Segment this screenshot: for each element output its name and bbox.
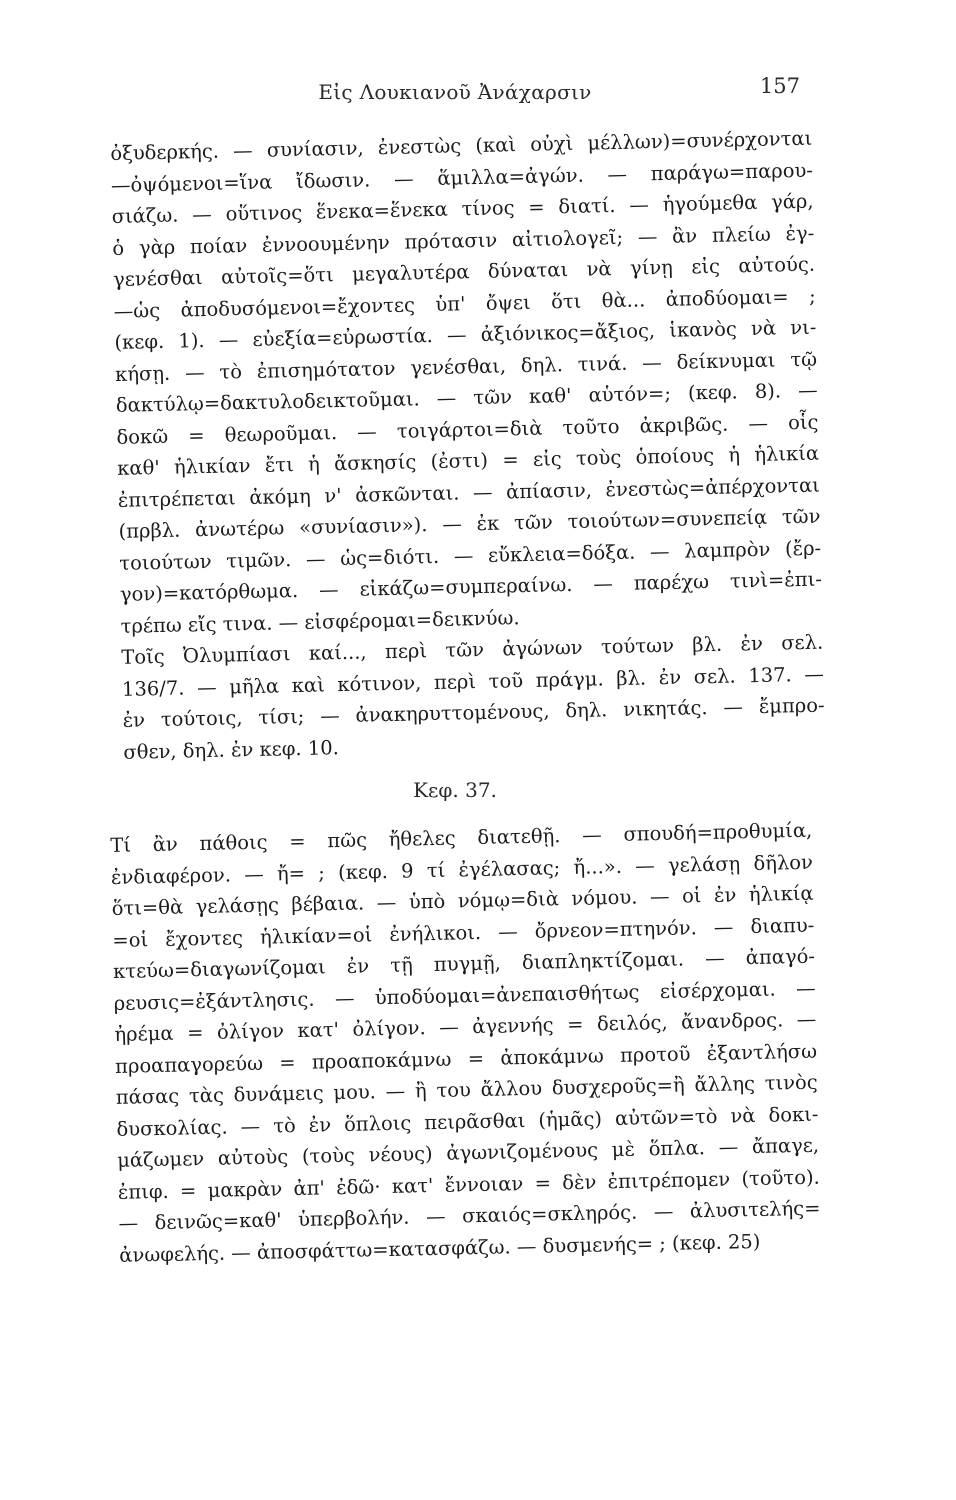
text-line: δακτύλῳ=δακτυλοδεικτοῦμαι. — τῶν καθ' αὑτόν=; (κεφ. 8). — bbox=[115, 378, 818, 417]
text-line: ὅτι=θὰ γελάσῃς βέβαια. — ὑπὸ νόμῳ=διὰ νόμου. — οἱ ἐν ἡλικίᾳ bbox=[111, 881, 814, 920]
text-line: (κεφ. 1). — εὐεξία=εὐρωστία. — ἀξιόνικος=ἄξιος, ἱκανὸς νὰ νι- bbox=[114, 315, 817, 354]
text-line: 136/7. — μῆλα καὶ κότινον, περὶ τοῦ πράγμ. βλ. ἐν σελ. 137. — bbox=[121, 662, 825, 701]
commentary-block-1 bbox=[110, 123, 826, 768]
text-line: Τί ἂν πάθοις = πῶς ἤθελες διατεθῇ. — σπουδή=προθυμία, bbox=[110, 818, 813, 857]
text-line: δοκῶ = θεωροῦμαι. — τοιγάρτοι=διὰ τοῦτο ἀκριβῶς. — οἷς bbox=[116, 410, 819, 449]
text-line: ρευσις=ἐξάντλησις. — ὑποδύομαι=ἀνεπαισθήτως εἰσέρχομαι. — bbox=[113, 976, 816, 1015]
text-line: —ὀψόμενοι=ἵνα ἴδωσιν. — ἅμιλλα=ἀγών. — παράγω=παρου- bbox=[110, 158, 814, 197]
text-line: (πρβλ. ἀνωτέρω «συνίασιν»). — ἐκ τῶν τοιούτων=συνεπείᾳ τῶν bbox=[118, 504, 821, 543]
text-line: — δεινῶς=καθ' ὑπερβολήν. — σκαιός=σκληρός. — ἀλυσιτελής= bbox=[118, 1196, 821, 1235]
text-line: ἐνδιαφέρον. — ἤ= ; (κεφ. 9 τί ἐγέλασας; ἤ...». — γελάσῃ δῆλον bbox=[110, 850, 814, 889]
text-line: =οἱ ἔχοντες ἡλικίαν=οἱ ἐνήλικοι. — ὄρνεον=πτηνόν. — διαπυ- bbox=[112, 913, 815, 952]
text-line: ἐπιφ. = μακρὰν ἀπ' ἐδῶ· κατ' ἔννοιαν = δὲν ἐπιτρέπομεν (τοῦτο). bbox=[117, 1165, 820, 1204]
text-line: γον)=κατόρθωμα. — εἰκάζω=συμπεραίνω. — παρέχω τινὶ=ἐπι- bbox=[119, 567, 823, 606]
commentary-block-2 bbox=[110, 815, 821, 1271]
text-line: ἐπιτρέπεται ἀκόμη ν' ἀσκῶνται. — ἀπίασιν, ἐνεστὼς=ἀπέρχονται bbox=[117, 473, 820, 512]
chapter-heading: Κεφ. 37. bbox=[413, 778, 497, 802]
text-line: σιάζω. — οὕτινος ἕνεκα=ἕνεκα τίνος = διατί. — ἡγούμεθα γάρ, bbox=[111, 189, 814, 228]
text-line: τοιούτων τιμῶν. — ὡς=διότι. — εὔκλεια=δόξα. — λαμπρὸν (ἔρ- bbox=[119, 536, 822, 575]
text-line: ἐν τούτοις, τίσι; — ἀνακηρυττομένους, δηλ. νικητάς. — ἔμπρο- bbox=[122, 693, 825, 732]
text-line: τρέπω εἴς τινα. — εἰσφέρομαι=δεικνύω. bbox=[120, 605, 520, 638]
text-line: πάσας τὰς δυνάμεις μου. — ἢ του ἄλλου δυσχεροῦς=ἢ ἄλλης τινὸς bbox=[115, 1070, 818, 1109]
text-line: ὀξυδερκής. — συνίασιν, ἐνεστὼς (καὶ οὐχὶ μέλλων)=συνέρχονται bbox=[110, 126, 813, 165]
text-line: κήσῃ. — τὸ ἐπισημότατον γενέσθαι, δηλ. τινά. — δείκνυμαι τῷ bbox=[114, 347, 818, 386]
text-line: —ὡς ἀποδυσόμενοι=ἔχοντες ὑπ' ὄψει ὅτι θὰ... ἀποδύομαι= ; bbox=[113, 284, 816, 323]
text-line: γενέσθαι αὐτοῖς=ὅτι μεγαλυτέρα δύναται νὰ γίνῃ εἰς αὐτούς. bbox=[112, 252, 816, 291]
text-line: ἠρέμα = ὀλίγον κατ' ὀλίγον. — ἀγεννής = δειλός, ἄνανδρος. — bbox=[114, 1007, 817, 1046]
page-number: 157 bbox=[759, 74, 800, 98]
text-line: Τοῖς Ὀλυμπίασι καί..., περὶ τῶν ἀγώνων τούτων βλ. ἐν σελ. bbox=[121, 630, 824, 669]
text-line: κτεύω=διαγωνίζομαι ἐν τῇ πυγμῇ, διαπληκτίζομαι. — ἀπαγό- bbox=[112, 944, 816, 983]
running-title: Εἰς Λουκιανοῦ Ἀνάχαρσιν bbox=[318, 80, 592, 104]
text-line: δυσκολίας. — τὸ ἐν ὅπλοις πειρᾶσθαι (ἡμᾶς) αὐτῶν=τὸ νὰ δοκι- bbox=[116, 1102, 819, 1141]
text-line: ἀνωφελής. — ἀποσφάττω=κατασφάζω. — δυσμενής= ; (κεφ. 25) bbox=[119, 1229, 761, 1267]
page-header bbox=[110, 74, 800, 114]
text-line: μάζωμεν αὐτοὺς (τοὺς νέους) ἀγωνιζομένους μὲ ὅπλα. — ἄπαγε, bbox=[116, 1133, 820, 1172]
text-line: ὁ γὰρ ποίαν ἐννοουμένην πρότασιν αἰτιολογεῖ; — ἂν πλείω ἐγ- bbox=[112, 221, 815, 260]
text-line: καθ' ἡλικίαν ἔτι ἡ ἄσκησίς (ἐστι) = εἰς τοὺς ὁποίους ἡ ἡλικία bbox=[116, 441, 820, 480]
text-line: σθεν, δηλ. ἐν κεφ. 10. bbox=[123, 735, 340, 764]
text-line: προαπαγορεύω = προαποκάμνω = ἀποκάμνω προτοῦ ἐξαντλήσω bbox=[114, 1039, 818, 1078]
